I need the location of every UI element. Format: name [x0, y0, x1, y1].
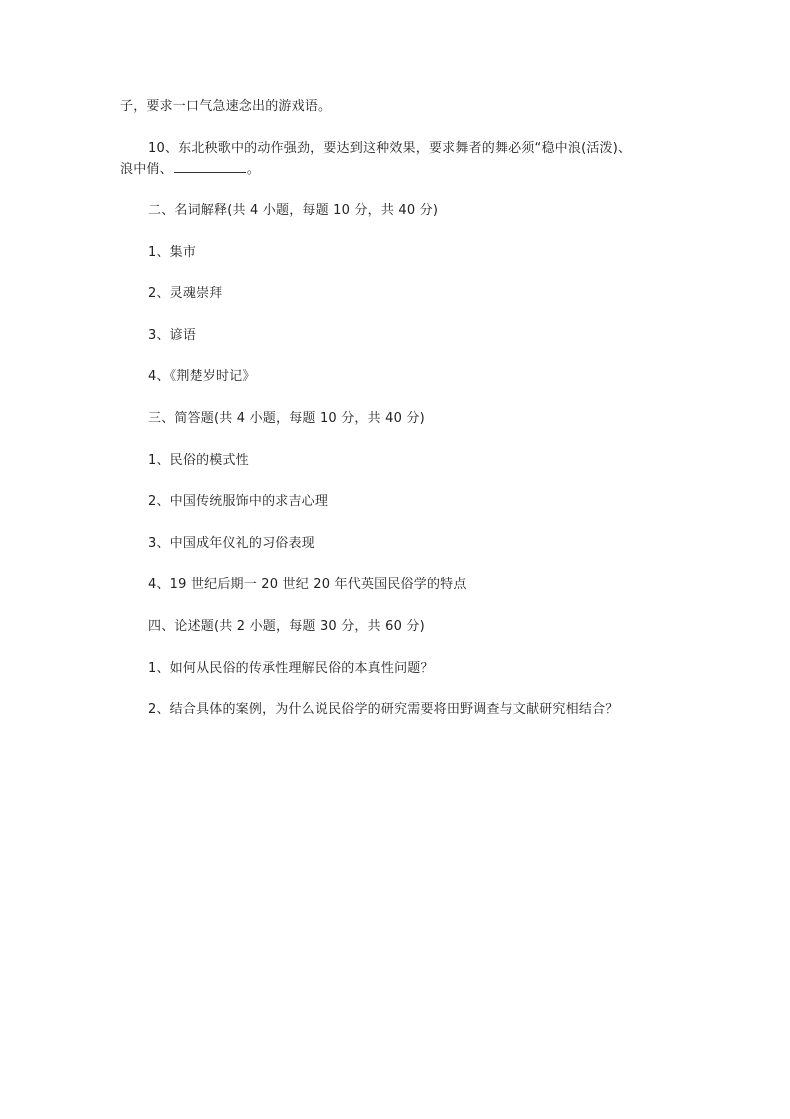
section-3-item: 2、中国传统服饰中的求吉心理 — [148, 494, 329, 509]
section-4-heading: 四、论述题(共 2 小题，每题 30 分，共 60 分) — [148, 619, 425, 634]
question-10-prefix: 浪中俏、 — [120, 162, 173, 177]
fill-in-blank — [174, 160, 246, 173]
section-3-heading: 三、简答题(共 4 小题，每题 10 分，共 40 分) — [148, 411, 425, 426]
section-4-item: 2、结合具体的案例，为什么说民俗学的研究需要将田野调查与文献研究相结合？ — [148, 702, 619, 717]
section-2-heading: 二、名词解释(共 4 小题，每题 10 分，共 40 分) — [148, 203, 439, 218]
question-10-line-2 — [120, 160, 260, 179]
section-3-item: 4、19 世纪后期一 20 世纪 20 年代英国民俗学的特点 — [148, 577, 467, 592]
section-2-item: 4、《荆楚岁时记》 — [148, 369, 256, 384]
section-3-item: 1、民俗的模式性 — [148, 453, 249, 468]
section-3-item: 3、中国成年仪礼的习俗表现 — [148, 536, 315, 551]
continuation-text: 子，要求一口气急速念出的游戏语。 — [120, 99, 332, 114]
question-10-line-1: 10、东北秧歌中的动作强劲，要达到这种效果，要求舞者的舞必须“稳中浪(活泼)、 — [148, 141, 632, 156]
section-4-item: 1、如何从民俗的传承性理解民俗的本真性问题？ — [148, 661, 434, 676]
section-2-item: 1、集市 — [148, 245, 197, 260]
question-10-suffix: 。 — [246, 162, 261, 177]
section-2-item: 3、谚语 — [148, 328, 197, 343]
section-2-item: 2、灵魂崇拜 — [148, 286, 223, 301]
